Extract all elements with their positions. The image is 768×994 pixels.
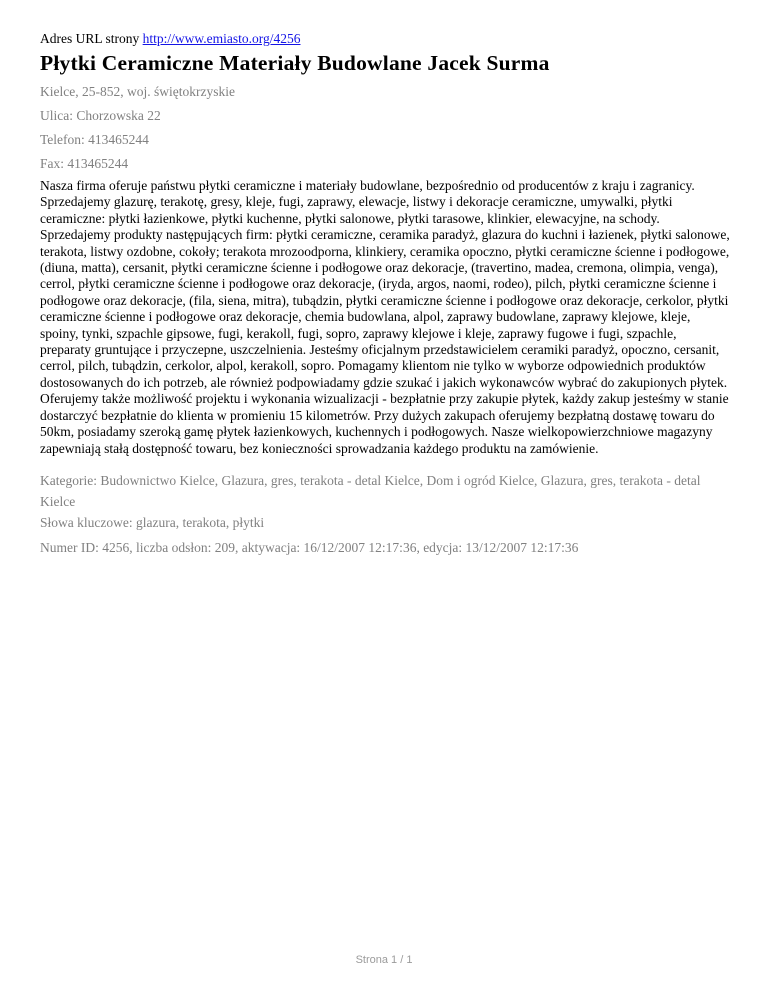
record-id-line: Numer ID: 4256, liczba odsłon: 209, aktywacja: 16/12/2007 12:17:36, edycja: 13/12/2007 12:17:36 xyxy=(40,540,579,556)
company-description: Nasza firma oferuje państwu płytki ceramiczne i materiały budowlane, bezpośrednio od producentów z kraju i zagranicy. Sprzedajemy glazurę, terakotę, gresy, kleje, fugi, zaprawy, elewacje, listwy i dekoracje ceramiczne, umywalki, płytki ceramiczne: płytki łazienkowe, płytki kuchenne, płytki salonowe, płytki tarasowe, klinkier, elewacyjne, na schody. Sprzedajemy produkty następujących firm: płytki ceramiczne, ceramika paradyż, glazura do kuchni i łazienek, płytki salonowe, terakota, listwy ozdobne, cokoły; terakota mrozoodporna, klinkiery, ceramika opoczno, płytki ceramiczne ścienne i podłogowe, (diuna, matta), cersanit, płytki ceramiczne ścienne i podłogowe oraz dekoracje, (travertino, madea, cremona, olimpia, venga), cerrol, płytki ceramiczne ścienne i podłogowe oraz dekoracje, (iryda, argos, naomi, rodeo), pilch, płytki ceramiczne ścienne i podłogowe oraz dekoracje, (fila, siena, mitra), tubądzin, płytki ceramiczne ścienne i podłogowe oraz dekoracje, cerkolor, płytki ceramiczne ścienne i podłogowe oraz dekoracje, chemia budowlana, alpol, zaprawy budowlane, zaprawy klejowe, kleje, spoiny, tynki, szpachle gipsowe, fugi, kerakoll, fugi, sopro, zaprawy klejowe i kleje, zaprawy fugowe i fugi, szpachle, preparaty gruntujące i przyczepne, uszczelnienia. Jesteśmy oficjalnym przedstawicielem ceramiki paradyż, opoczno, cersanit, cerrol, pilch, tubądzin, cerkolor, alpol, kerakoll, sopro. Pomagamy klientom nie tylko w wyborze odpowiednich produktów dostosowanych do ich potrzeb, ale również podpowiadamy gdzie szukać i jakich wykonawców wybrać do zakupionych płytek. Oferujemy także możliwość projektu i wykonania wizualizacji - bezpłatnie przy zakupie płytek, każdy zakup jesteśmy w stanie dostarczyć bezpłatnie do klienta w promieniu 15 kilometrów. Przy dużych zakupach oferujemy bezpłatną dostawę towaru do 50km, posiadamy szeroką gamę płytek łazienkowych, kuchennych i podłogowych. Nasze wielkopowierzchniowe magazyny zapewniają stałą dostępność towaru, bez konieczności sprowadzania każdego produktu na zamówienie. xyxy=(40,178,730,456)
phone-line: Telefon: 413465244 xyxy=(40,132,149,147)
keywords-line: Słowa kluczowe: glazura, terakota, płytki xyxy=(40,515,265,531)
fax-line: Fax: 413465244 xyxy=(40,156,129,171)
street-line: Ulica: Chorzowska 22 xyxy=(40,108,161,123)
page-number-footer: Strona 1 / 1 xyxy=(355,954,413,966)
categories-line: Kategorie: Budownictwo Kielce, Glazura, gres, terakota - detal Kielce, Dom i ogród Kielce, Glazura, gres, terakota - detal Kielce xyxy=(40,473,701,510)
page-url-link[interactable]: http://www.emiasto.org/4256 xyxy=(142,31,301,46)
url-line xyxy=(40,30,730,47)
url-label: Adres URL strony xyxy=(40,31,140,46)
page-title: Płytki Ceramiczne Materiały Budowlane Jacek Surma xyxy=(40,51,550,75)
location-line: Kielce, 25-852, woj. świętokrzyskie xyxy=(40,84,235,99)
